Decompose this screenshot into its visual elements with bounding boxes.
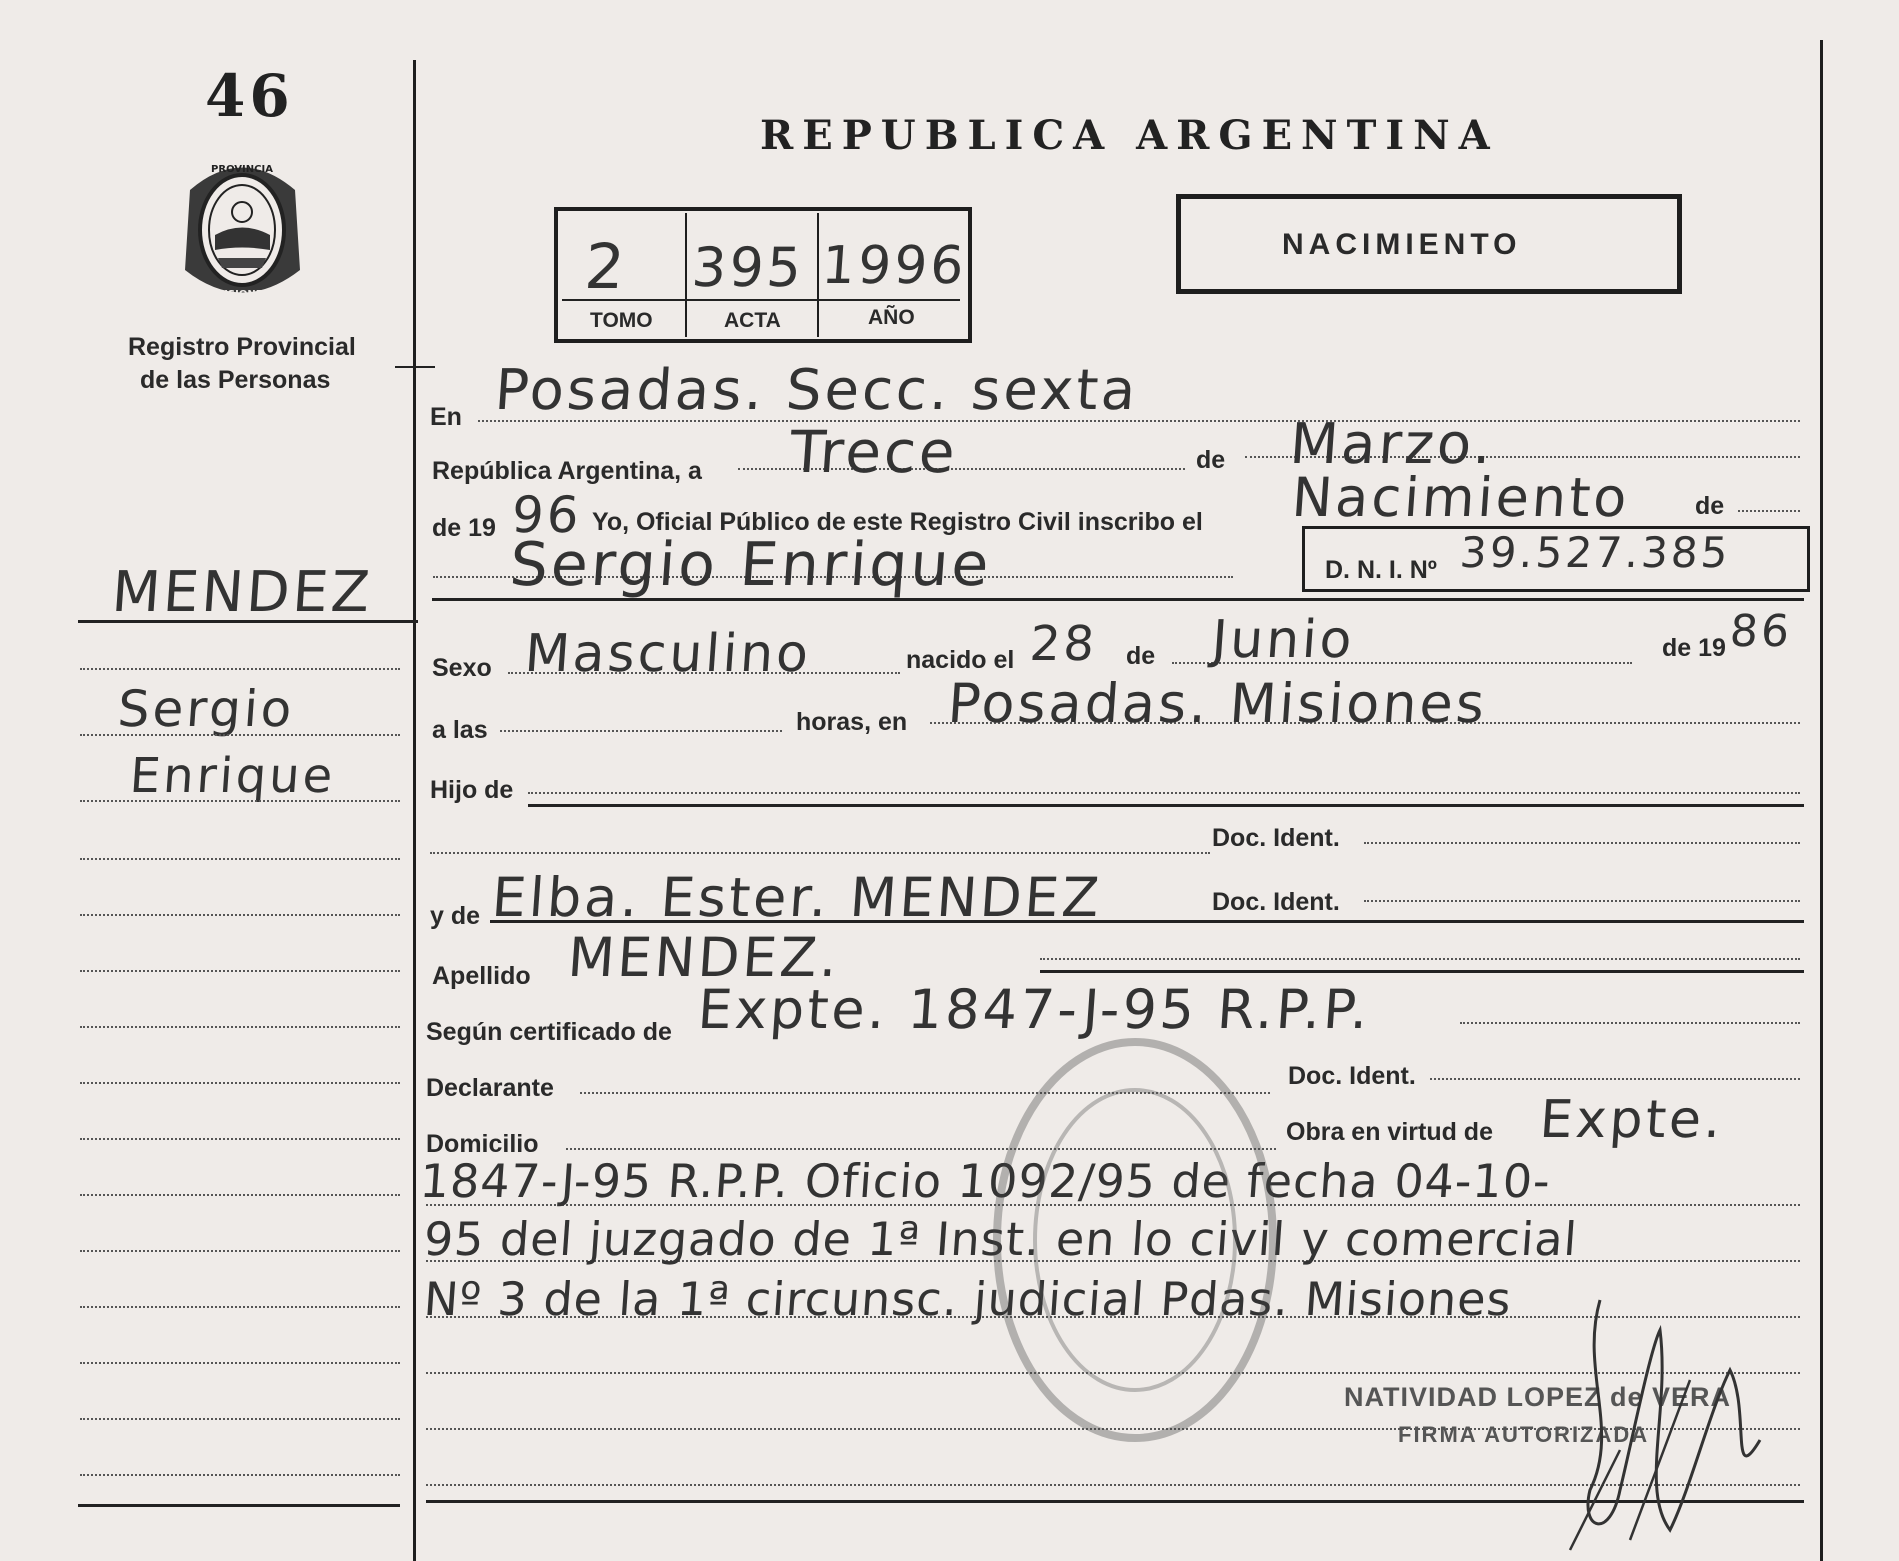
- note-line-2: 95 del juzgado de 1ª Inst. en lo civil y comercial: [422, 1212, 1580, 1266]
- act-value: Nacimiento: [1289, 466, 1632, 529]
- header-separator: [395, 366, 435, 368]
- margin-dots: [80, 1194, 400, 1196]
- stamp-name: NATIVIDAD LOPEZ de VERA: [1344, 1382, 1732, 1412]
- apellido-dots: [1040, 958, 1800, 960]
- act-suffix-label: de: [1695, 492, 1725, 520]
- tomo-value: 2: [582, 230, 631, 303]
- yde-label: y de: [430, 902, 481, 930]
- nacido-label: nacido el: [906, 646, 1015, 674]
- obra-label: Obra en virtud de: [1286, 1118, 1493, 1146]
- acta-value: 395: [689, 236, 807, 299]
- act-dots: [1738, 510, 1800, 512]
- margin-dots: [80, 734, 400, 736]
- birth-year-prefix: de 19: [1662, 634, 1726, 662]
- record-type-label: NACIMIENTO: [1282, 228, 1522, 261]
- margin-dots: [80, 914, 400, 916]
- birth-day-value: 28: [1028, 616, 1100, 672]
- margin-dots: [80, 1082, 400, 1084]
- record-box-divider: [817, 213, 819, 337]
- oficial-text: Yo, Oficial Público de este Registro Civil inscribo el: [592, 508, 1203, 536]
- left-column-rule: [413, 60, 416, 1561]
- year-prefix-label: de 19: [432, 514, 496, 542]
- record-box-divider: [685, 213, 687, 337]
- father-rule: [528, 804, 1804, 807]
- alas-label: a las: [432, 716, 488, 744]
- birth-year-value: 86: [1728, 606, 1794, 657]
- place-value: Posadas. Misiones: [945, 672, 1490, 735]
- birth-de-label: de: [1126, 642, 1156, 670]
- month-de-label: de: [1196, 446, 1226, 474]
- provincial-seal-icon: [170, 150, 315, 305]
- signature-icon: [1560, 1290, 1790, 1561]
- margin-dots: [80, 1474, 400, 1476]
- margin-surname: MENDEZ: [109, 560, 375, 625]
- margin-dots: [80, 1250, 400, 1252]
- en-value: Posadas. Secc. sexta: [492, 358, 1141, 423]
- birth-month-value: Junio: [1209, 610, 1357, 670]
- father-doc-dots: [430, 852, 1210, 854]
- mother-rule: [490, 920, 1804, 923]
- horas-label: horas, en: [796, 708, 908, 736]
- margin-first-name: Sergio: [115, 680, 297, 738]
- margin-dots: [80, 1138, 400, 1140]
- ano-label: AÑO: [868, 306, 915, 329]
- sexo-value: Masculino: [522, 624, 814, 684]
- dni-label: D. N. I. Nº: [1325, 556, 1437, 584]
- republica-label: República Argentina, a: [432, 457, 702, 485]
- month-value: Marzo.: [1287, 412, 1497, 477]
- margin-dots: [80, 858, 400, 860]
- father-doc-label: Doc. Ident.: [1212, 824, 1340, 852]
- alas-dots: [500, 730, 782, 732]
- apellido-label: Apellido: [432, 962, 531, 990]
- registry-line-2: de las Personas: [140, 366, 331, 394]
- sexo-label: Sexo: [432, 654, 492, 682]
- mother-value: Elba. Ester. MENDEZ: [489, 866, 1105, 929]
- stamp-role: FIRMA AUTORIZADA: [1398, 1422, 1650, 1447]
- father-doc-value-dots: [1364, 842, 1800, 844]
- margin-dots: [80, 800, 400, 802]
- domicilio-label: Domicilio: [426, 1130, 539, 1158]
- tomo-label: TOMO: [590, 309, 653, 332]
- folio-number: 46: [205, 62, 294, 130]
- certificado-dots: [1460, 1022, 1800, 1024]
- margin-dots: [80, 1418, 400, 1420]
- en-label: En: [430, 403, 462, 431]
- right-border-rule: [1820, 40, 1823, 1561]
- seal-top-text: PROVINCIA: [211, 164, 273, 175]
- obra-value: Expte.: [1537, 1090, 1726, 1150]
- registry-line-1: Registro Provincial: [128, 333, 356, 361]
- child-name-value: Sergio Enrique: [507, 530, 994, 600]
- margin-bottom-rule: [78, 1504, 400, 1507]
- form-section-rule: [432, 598, 1804, 601]
- country-title: REPUBLICA ARGENTINA: [760, 112, 1499, 159]
- father-dots: [528, 792, 1800, 794]
- certificado-value: Expte. 1847-J-95 R.P.P.: [695, 978, 1373, 1041]
- dni-value: 39.527.385: [1458, 528, 1733, 577]
- note-line-1: 1847-J-95 R.P.P. Oficio 1092/95 de fecha 04-10-: [418, 1154, 1553, 1208]
- segun-label: Según certificado de: [426, 1018, 672, 1046]
- apellido-value: MENDEZ.: [565, 926, 843, 989]
- year-value: 96: [509, 486, 584, 544]
- registry-stamp-icon: [985, 1030, 1285, 1450]
- margin-dots: [80, 668, 400, 670]
- note-line-3: Nº 3 de la 1ª circunsc. judicial Pdas. Misiones: [422, 1272, 1514, 1326]
- hijo-label: Hijo de: [430, 776, 514, 804]
- declarante-doc-label: Doc. Ident.: [1288, 1062, 1416, 1090]
- mother-doc-dots: [1364, 900, 1800, 902]
- margin-dots: [80, 1306, 400, 1308]
- day-value: Trece: [787, 418, 961, 486]
- ano-value: 1996: [819, 236, 969, 296]
- margin-second-name: Enrique: [128, 748, 338, 804]
- apellido-rule: [1040, 970, 1804, 973]
- margin-dots: [80, 1362, 400, 1364]
- declarante-doc-dots: [1430, 1078, 1800, 1080]
- seal-bottom-text: MISIONES: [214, 289, 270, 300]
- declarante-label: Declarante: [426, 1074, 554, 1102]
- mother-doc-label: Doc. Ident.: [1212, 888, 1340, 916]
- margin-dots: [80, 1026, 400, 1028]
- acta-label: ACTA: [724, 309, 781, 332]
- margin-dots: [80, 970, 400, 972]
